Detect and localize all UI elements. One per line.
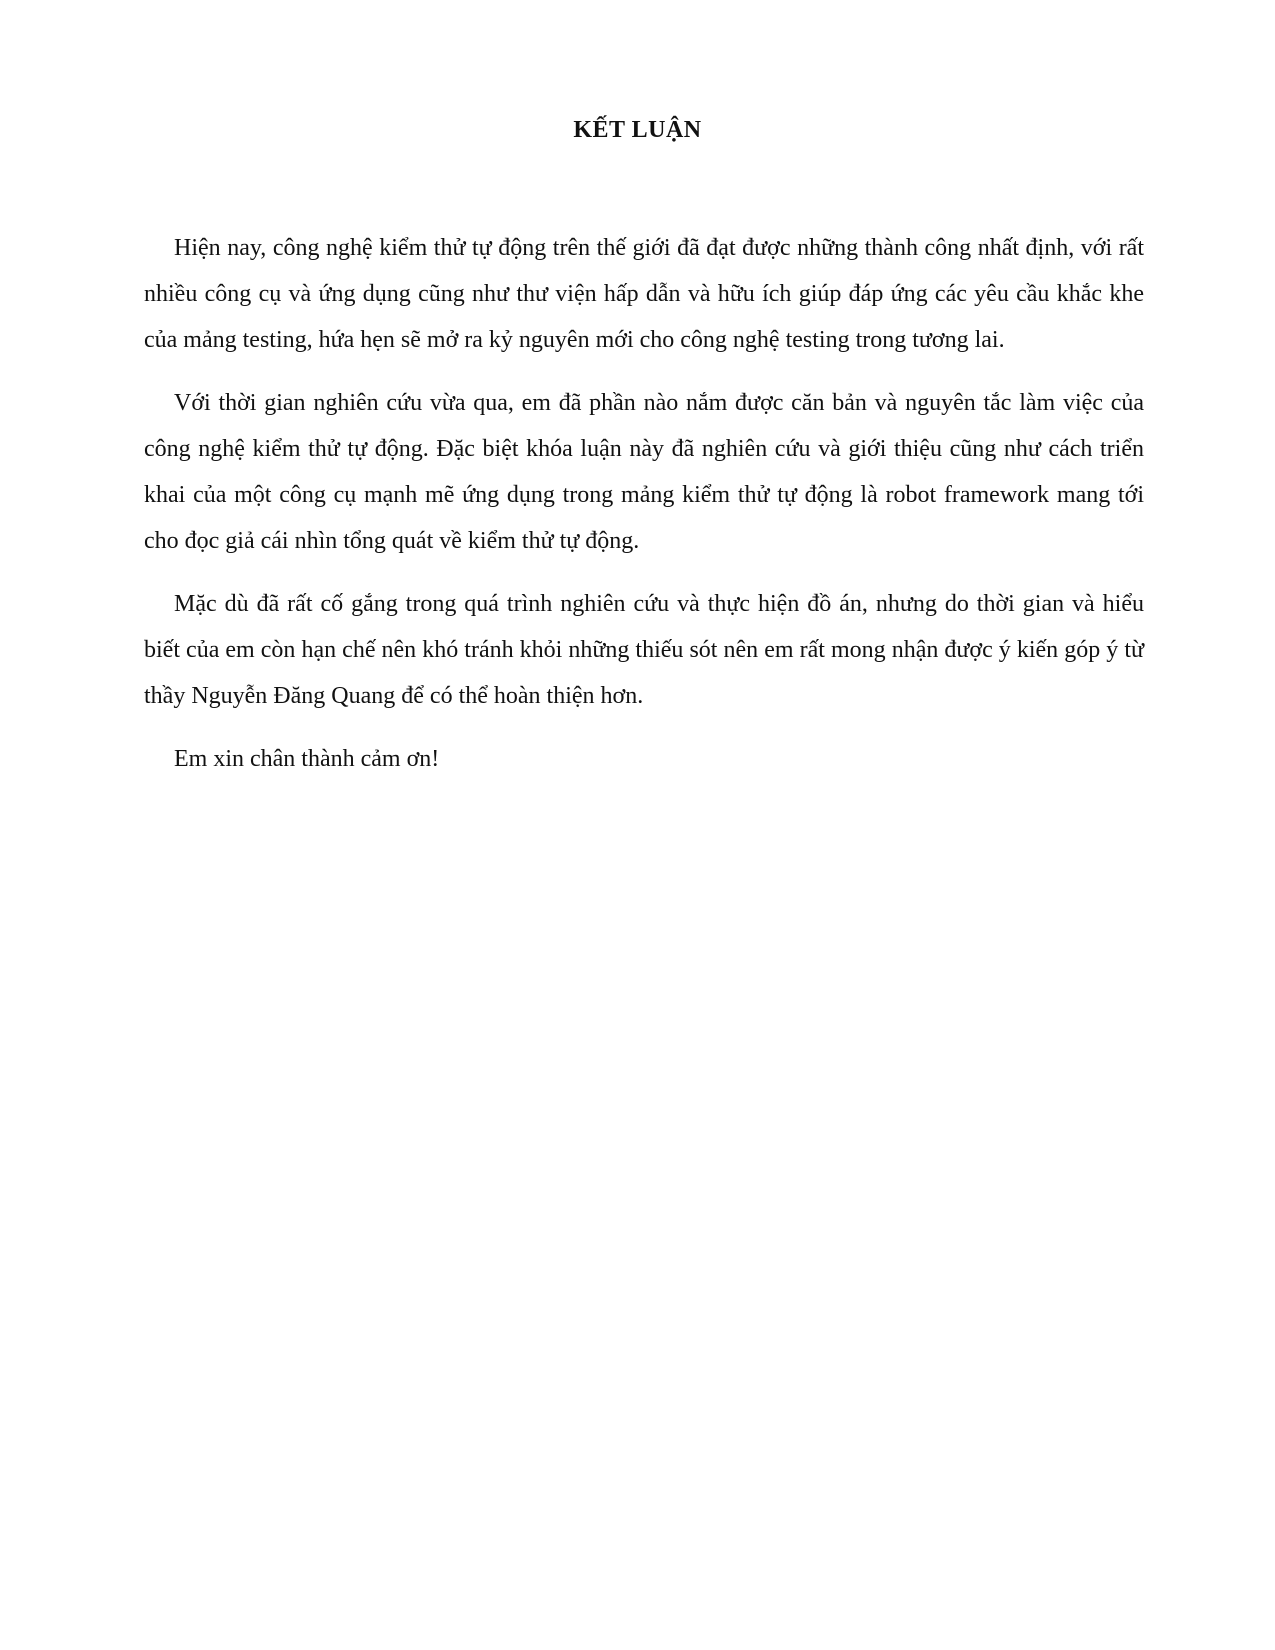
page-title: KẾT LUẬN	[573, 117, 702, 143]
paragraph-1: Hiện nay, công nghệ kiểm thử tự động trên thế giới đã đạt được những thành công nhất định, với rất nhiều công cụ và ứng dụng cũng như thư viện hấp dẫn và hữu ích giúp đáp ứng các yêu cầu khắc khe của mảng testing, hứa hẹn sẽ mở ra kỷ nguyên mới cho công nghệ testing trong tương lai.	[144, 235, 1144, 353]
paragraph-2: Với thời gian nghiên cứu vừa qua, em đã phần nào nắm được căn bản và nguyên tắc làm việc của công nghệ kiểm thử tự động. Đặc biệt khóa luận này đã nghiên cứu và giới thiệu cũng như cách triển khai của một công cụ mạnh mẽ ứng dụng trong mảng kiểm thử tự động là robot framework mang tới cho đọc giả cái nhìn tổng quát về kiểm thử tự động.	[144, 390, 1144, 554]
paragraph-closing: Em xin chân thành cảm ơn!	[174, 746, 440, 772]
paragraph-3: Mặc dù đã rất cố gắng trong quá trình nghiên cứu và thực hiện đồ án, nhưng do thời gian và hiểu biết của em còn hạn chế nên khó tránh khỏi những thiếu sót nên em rất mong nhận được ý kiến góp ý từ thầy Nguyễn Đăng Quang để có thể hoàn thiện hơn.	[144, 591, 1144, 709]
body-text	[144, 225, 1144, 799]
